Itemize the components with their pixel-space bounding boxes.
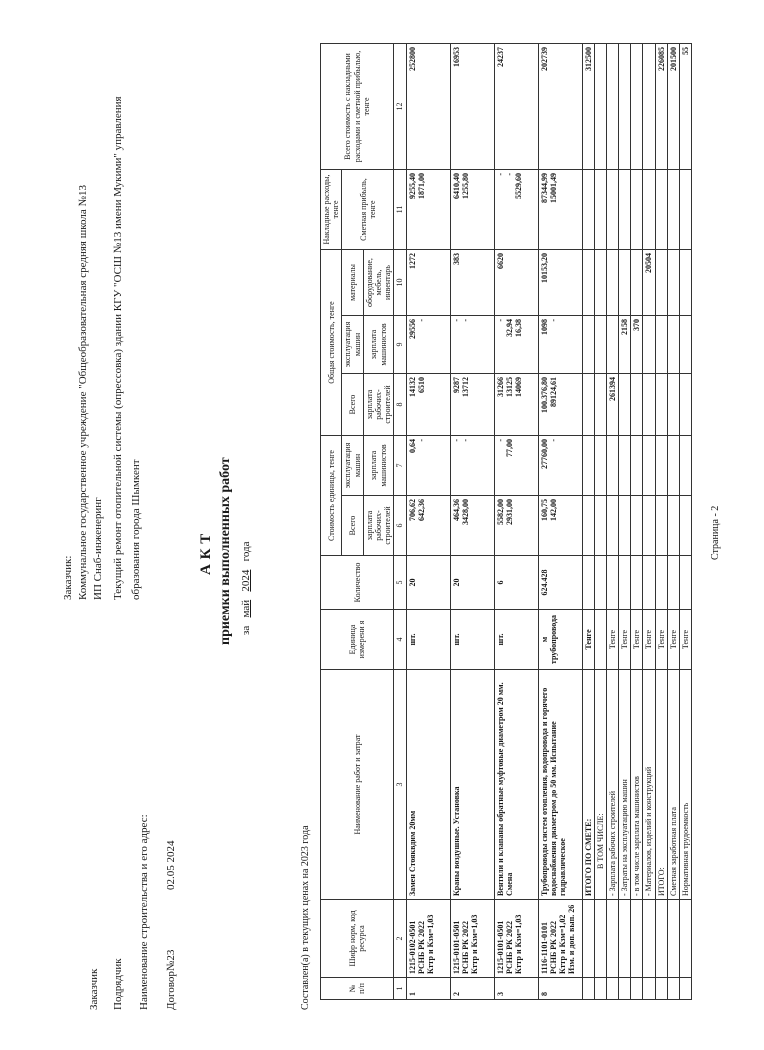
summary-cell (619, 44, 631, 170)
row-name (450, 670, 494, 900)
summary-cell (631, 250, 643, 316)
row-num-line: 3 (495, 992, 505, 996)
summary-cell (606, 316, 618, 374)
row-unit-line: м трубопровода (539, 614, 558, 665)
composed-note: Составлен(а) в текущих ценах на 2023 года (300, 825, 311, 1010)
summary-cell (680, 316, 692, 374)
contract-date: 02.05 2024 (165, 840, 177, 890)
summary-cell (631, 978, 643, 1000)
summary-cell (643, 900, 655, 978)
row-c7 (450, 436, 494, 496)
summary-cell: ИТОГО: (655, 670, 667, 900)
summary-cell (606, 900, 618, 978)
object-line2: образования города Шымкент (130, 459, 142, 600)
summary-cell (643, 556, 655, 610)
summary-cell: 226085 (655, 44, 667, 170)
row-qty (450, 556, 494, 610)
row-c8-line: 13712 (460, 377, 470, 397)
summary-cell (667, 436, 679, 496)
summary-cell (655, 496, 667, 556)
row-c10 (450, 250, 494, 316)
summary-cell (619, 436, 631, 496)
row-c12-line: 202739 (539, 47, 549, 71)
zakazchik-label: Заказчик (88, 968, 100, 1010)
row-c11-line: 1871,00 (416, 173, 426, 199)
row-code-line: РСНБ РК 2022 (416, 921, 426, 974)
summary-cell (631, 556, 643, 610)
row-c8-line: 31266 (495, 377, 505, 397)
row-c9-line: 1098 (539, 319, 549, 335)
summary-row (655, 44, 667, 1000)
period-goda: года (240, 541, 252, 562)
row-c9-line: - (460, 319, 470, 322)
row-c6 (406, 496, 450, 556)
act-title: А К Т (198, 533, 214, 575)
summary-cell (643, 316, 655, 374)
summary-cell: 55 (680, 44, 692, 170)
row-unit-line: шт. (451, 633, 461, 646)
hdr-smetnaya: Сметная прибыль, тенге (342, 170, 394, 250)
row-c9 (406, 316, 450, 374)
period-line (240, 541, 252, 635)
hdr-num: № п/п (321, 978, 394, 1000)
row-unit (450, 610, 494, 670)
row-num-line: 8 (539, 992, 549, 996)
itogo-value: 312500 (582, 44, 594, 170)
row-c8 (450, 374, 494, 436)
colnum-3: 3 (394, 670, 406, 900)
summary-cell: 2158 (619, 316, 631, 374)
summary-cell (619, 900, 631, 978)
row-code-line: Кттр и Кзм=1,03 (469, 914, 479, 974)
work-row (494, 44, 538, 1000)
hdr-unit-cost: Стоимость единицы, тенге (321, 436, 342, 556)
podryadchik-label: Подрядчик (112, 958, 124, 1010)
row-c11-line: - (495, 173, 505, 176)
summary-cell (655, 316, 667, 374)
summary-row (643, 44, 655, 1000)
hdr-ekspl-9: эксплуатация машин (342, 316, 363, 374)
row-c11-line: 1255,80 (460, 173, 470, 199)
summary-cell (643, 44, 655, 170)
row-name-line: Замен Стояквдим 20мм (407, 810, 417, 896)
row-c9-line: 29556 (407, 319, 417, 339)
hdr-zp-mash-9: зарплата машинистов (363, 316, 394, 374)
row-qty-line: 624.428 (539, 569, 549, 596)
hdr-materials: материалы (342, 250, 363, 316)
row-c7 (494, 436, 538, 496)
hdr-code: Шифр норм, код ресурса (321, 900, 394, 978)
row-c9 (538, 316, 582, 374)
v-tom-chisle-label: В ТОМ ЧИСЛЕ: (594, 670, 606, 900)
row-code-line: Кттр и Кзм=1,02 (557, 914, 567, 974)
summary-cell (643, 436, 655, 496)
summary-cell (667, 556, 679, 610)
row-c11 (450, 170, 494, 250)
summary-cell (655, 556, 667, 610)
podryadchik-name: ИП Снаб-инженеринг (92, 497, 104, 600)
summary-cell (606, 170, 618, 250)
summary-cell (667, 900, 679, 978)
row-code-line: 1215-0102-0501 (407, 920, 417, 974)
row-c11 (406, 170, 450, 250)
act-subtitle: приемки выполненных работ (218, 457, 233, 645)
colnum-11: 11 (394, 170, 406, 250)
hdr-zp-mash-7: зарплата машинистов (363, 436, 394, 496)
row-name (538, 670, 582, 900)
summary-cell (667, 496, 679, 556)
row-c6-line: 706,62 (407, 499, 417, 521)
row-code-line: РСНБ РК 2022 (548, 921, 558, 974)
row-c7-line: 0,64 (407, 439, 417, 453)
hdr-vsego-6: Всего (342, 496, 363, 556)
summary-cell: - Затраты на эксплуатацию машин (619, 670, 631, 900)
summary-cell: - Материалов, изделий и конструкций (643, 670, 655, 900)
hdr-vsego-8: Всего (342, 374, 363, 436)
hdr-total: Всего стоимость с накладными расходами и сметной прибылью, тенге (321, 44, 394, 170)
summary-cell: 20504 (643, 250, 655, 316)
row-c9-line: - (548, 319, 558, 322)
row-name-line: Краны воздушные. Установка (451, 786, 461, 896)
summary-cell (667, 316, 679, 374)
row-c6-line: 160,75 (539, 499, 549, 521)
column-numbers-row (394, 44, 406, 1000)
object-line1: Текущий ремонт отопительной системы (опрессовка) здании КГУ "ОСШ №13 имени Мукими" управления (112, 96, 124, 600)
contract-label: Договор№23 (165, 949, 177, 1010)
row-name (494, 670, 538, 900)
summary-cell (619, 170, 631, 250)
row-c6 (494, 496, 538, 556)
v-tom-chisle-row (594, 44, 606, 1000)
row-c12 (450, 44, 494, 170)
summary-cell (667, 170, 679, 250)
page-label: Страница - 2 (710, 505, 721, 560)
summary-cell (655, 170, 667, 250)
row-c9 (450, 316, 494, 374)
row-unit (538, 610, 582, 670)
row-c10-line: 1272 (407, 253, 417, 269)
row-c7 (538, 436, 582, 496)
row-code-line: Кттр и Кзм=1,03 (425, 914, 435, 974)
summary-cell: - Зарплата рабочих строителей (606, 670, 618, 900)
colnum-5: 5 (394, 556, 406, 610)
row-num (538, 978, 582, 1000)
row-num (450, 978, 494, 1000)
summary-cell (655, 900, 667, 978)
hdr-zp-rab-8: зарплата рабочих-строителей (363, 374, 394, 436)
row-code (406, 900, 450, 978)
row-c12-line: 16953 (451, 47, 461, 67)
row-c8 (406, 374, 450, 436)
row-c8-line: 14069 (513, 377, 523, 397)
row-qty (494, 556, 538, 610)
colnum-8: 8 (394, 374, 406, 436)
hdr-total-cost: Общая стоимость, тенге (321, 250, 342, 436)
row-c10-line: 10153,20 (539, 253, 549, 283)
row-name-line: водоснабжения диаметром до 50 мм. Испытание (548, 721, 558, 896)
summary-cell (667, 250, 679, 316)
summary-row (631, 44, 643, 1000)
row-c10 (494, 250, 538, 316)
row-c7-line: - (416, 439, 426, 442)
row-c6-line: 142,00 (548, 499, 558, 521)
summary-cell (655, 978, 667, 1000)
work-row (450, 44, 494, 1000)
hdr-unit: Единица измерени я (321, 610, 394, 670)
row-c8-line: 9287 (451, 377, 461, 393)
row-c12-line: 24237 (495, 47, 505, 67)
object-label: Наименование строительства и его адрес: (138, 814, 150, 1010)
colnum-1: 1 (394, 978, 406, 1000)
summary-cell: Тенге (667, 610, 679, 670)
summary-row (680, 44, 692, 1000)
summary-cell (619, 496, 631, 556)
summary-cell (606, 556, 618, 610)
row-num-line: 2 (451, 992, 461, 996)
summary-cell (619, 250, 631, 316)
row-c6-line: 5582,00 (495, 499, 505, 525)
row-num (494, 978, 538, 1000)
summary-cell (680, 374, 692, 436)
row-code-line: Кттр и Кзм=1,03 (513, 914, 523, 974)
summary-cell: Тенге (631, 610, 643, 670)
summary-cell (680, 900, 692, 978)
row-unit (406, 610, 450, 670)
hdr-ekspl-7: эксплуатация машин (342, 436, 363, 496)
summary-cell: Сметная заработная плата (667, 670, 679, 900)
row-c10-line: 6620 (495, 253, 505, 269)
row-num-line: 1 (407, 992, 417, 996)
row-c12 (538, 44, 582, 170)
row-c8-line: 89124,61 (548, 377, 558, 407)
summary-cell: Тенге (619, 610, 631, 670)
row-name-line: Вентили и клапаны обратные муфтовые диаметром 20 мм. (495, 682, 505, 896)
row-unit (494, 610, 538, 670)
hdr-oborud: оборудование, мебель, инвентарь (363, 250, 394, 316)
zakazchik-head: Заказчик: (62, 555, 74, 600)
row-c12 (406, 44, 450, 170)
summary-cell (667, 978, 679, 1000)
period-za: за (240, 625, 252, 635)
summary-cell (606, 496, 618, 556)
row-c6-line: 464,36 (451, 499, 461, 521)
summary-cell (643, 170, 655, 250)
itogo-row (582, 44, 594, 1000)
summary-cell (619, 374, 631, 436)
summary-cell (631, 44, 643, 170)
row-code (450, 900, 494, 978)
summary-row (667, 44, 679, 1000)
summary-cell (680, 556, 692, 610)
row-name-line: Смена (504, 872, 514, 896)
row-c6-line: 642,36 (416, 499, 426, 521)
summary-cell: 201500 (667, 44, 679, 170)
row-c7-line: - (495, 439, 505, 442)
summary-cell (631, 374, 643, 436)
row-c7 (406, 436, 450, 496)
hdr-nakladnye: Накладные расходы, тенге (321, 170, 342, 250)
row-c11-line: - (504, 173, 514, 176)
colnum-9: 9 (394, 316, 406, 374)
row-c7-line: 27760,00 (539, 439, 549, 469)
summary-cell (680, 170, 692, 250)
hdr-zp-rab-6: зарплата рабочих-строителей (363, 496, 394, 556)
row-code-line: РСНБ РК 2022 (460, 921, 470, 974)
summary-rows (582, 44, 692, 1000)
summary-cell: 370 (631, 316, 643, 374)
row-c10-line: 383 (451, 253, 461, 265)
row-qty (538, 556, 582, 610)
summary-cell: Нормативная трудоемкость (680, 670, 692, 900)
row-code-line: 1215-0101-0501 (451, 920, 461, 974)
period-month: май (240, 599, 252, 618)
row-c6 (450, 496, 494, 556)
summary-cell (631, 170, 643, 250)
summary-cell (680, 436, 692, 496)
row-c9-line: 32,94 (504, 319, 514, 337)
row-c11-line: 5529,60 (513, 173, 523, 199)
summary-cell (643, 978, 655, 1000)
row-code-line: 1215-0101-0501 (495, 920, 505, 974)
row-c8 (538, 374, 582, 436)
row-c11-line: 87344,99 (539, 173, 549, 203)
row-c12-line: 252800 (407, 47, 417, 71)
row-c7-line: - (460, 439, 470, 442)
row-c6-line: 3428,00 (460, 499, 470, 525)
row-c8 (494, 374, 538, 436)
row-c6 (538, 496, 582, 556)
itogo-label: ИТОГО ПО СМЕТЕ: (582, 670, 594, 900)
row-qty-line: 6 (495, 580, 505, 585)
row-name-line: гидравлическое (557, 838, 567, 896)
work-row (538, 44, 582, 1000)
period-year: 2024 (240, 569, 252, 592)
act-table (320, 43, 692, 1000)
summary-cell (619, 978, 631, 1000)
rotated-document (50, 30, 730, 1030)
summary-cell: Тенге (680, 610, 692, 670)
hdr-name: Наименование работ и затрат (321, 670, 394, 900)
row-c9 (494, 316, 538, 374)
row-c7-line: - (548, 439, 558, 442)
hdr-qty: Количество (321, 556, 394, 610)
row-code-line: 1116-1101-0101 (539, 921, 549, 974)
summary-cell (606, 978, 618, 1000)
row-c11 (538, 170, 582, 250)
row-unit-line: шт. (407, 633, 417, 646)
summary-row (606, 44, 618, 1000)
summary-cell (655, 436, 667, 496)
row-c7-line: - (451, 439, 461, 442)
row-c7-line: 77,00 (504, 439, 514, 457)
colnum-6: 6 (394, 496, 406, 556)
colnum-10: 10 (394, 250, 406, 316)
row-name (406, 670, 450, 900)
row-qty-line: 20 (451, 578, 461, 587)
row-c8-line: 100.376,80 (539, 377, 549, 413)
row-code-line: Изм. и доп. вып. 26 (567, 904, 577, 974)
row-code (538, 900, 582, 978)
row-c10 (538, 250, 582, 316)
row-c8-line: 6510 (416, 377, 426, 393)
row-code-line: РСНБ РК 2022 (504, 921, 514, 974)
summary-cell (631, 900, 643, 978)
summary-cell (619, 556, 631, 610)
colnum-2: 2 (394, 900, 406, 978)
row-num (406, 978, 450, 1000)
work-row (406, 44, 450, 1000)
row-c11 (494, 170, 538, 250)
row-c10 (406, 250, 450, 316)
row-qty-line: 20 (407, 578, 417, 587)
summary-cell (680, 978, 692, 1000)
zakazchik-name: Коммунальное государственное учреждение "Общеобразовательная средняя школа №13 (77, 185, 89, 600)
summary-cell (680, 250, 692, 316)
colnum-12: 12 (394, 44, 406, 170)
summary-cell (606, 250, 618, 316)
summary-cell (606, 436, 618, 496)
row-code (494, 900, 538, 978)
row-c9-line: - (451, 319, 461, 322)
row-qty (406, 556, 450, 610)
summary-cell: 261394 (606, 374, 618, 436)
row-c12 (494, 44, 538, 170)
row-name-line: Трубопроводы систем отопления, водопровода и горячего (539, 687, 549, 896)
work-rows (406, 44, 582, 1000)
summary-cell: Тенге (655, 610, 667, 670)
summary-cell (606, 44, 618, 170)
summary-cell: Тенге (606, 610, 618, 670)
row-c11-line: 6410,40 (451, 173, 461, 199)
summary-cell (655, 250, 667, 316)
row-c9-line: - (416, 319, 426, 322)
summary-row (619, 44, 631, 1000)
summary-cell (655, 374, 667, 436)
row-c9-line: - (495, 319, 505, 322)
row-c6-line: 2931,00 (504, 499, 514, 525)
row-c11-line: 15001,49 (548, 173, 558, 203)
summary-cell (631, 496, 643, 556)
colnum-7: 7 (394, 436, 406, 496)
row-c11-line: 9255,40 (407, 173, 417, 199)
summary-cell (667, 374, 679, 436)
itogo-unit: Тенге (582, 610, 594, 670)
row-c9-line: 16,38 (513, 319, 523, 337)
summary-cell (643, 374, 655, 436)
summary-cell: - в том числе зарплата машинистов (631, 670, 643, 900)
row-c8-line: 14132 (407, 377, 417, 397)
summary-cell (680, 496, 692, 556)
colnum-4: 4 (394, 610, 406, 670)
row-unit-line: шт. (495, 633, 505, 646)
summary-cell (643, 496, 655, 556)
summary-cell: Тенге (643, 610, 655, 670)
summary-cell (631, 436, 643, 496)
row-c8-line: 13125 (504, 377, 514, 397)
